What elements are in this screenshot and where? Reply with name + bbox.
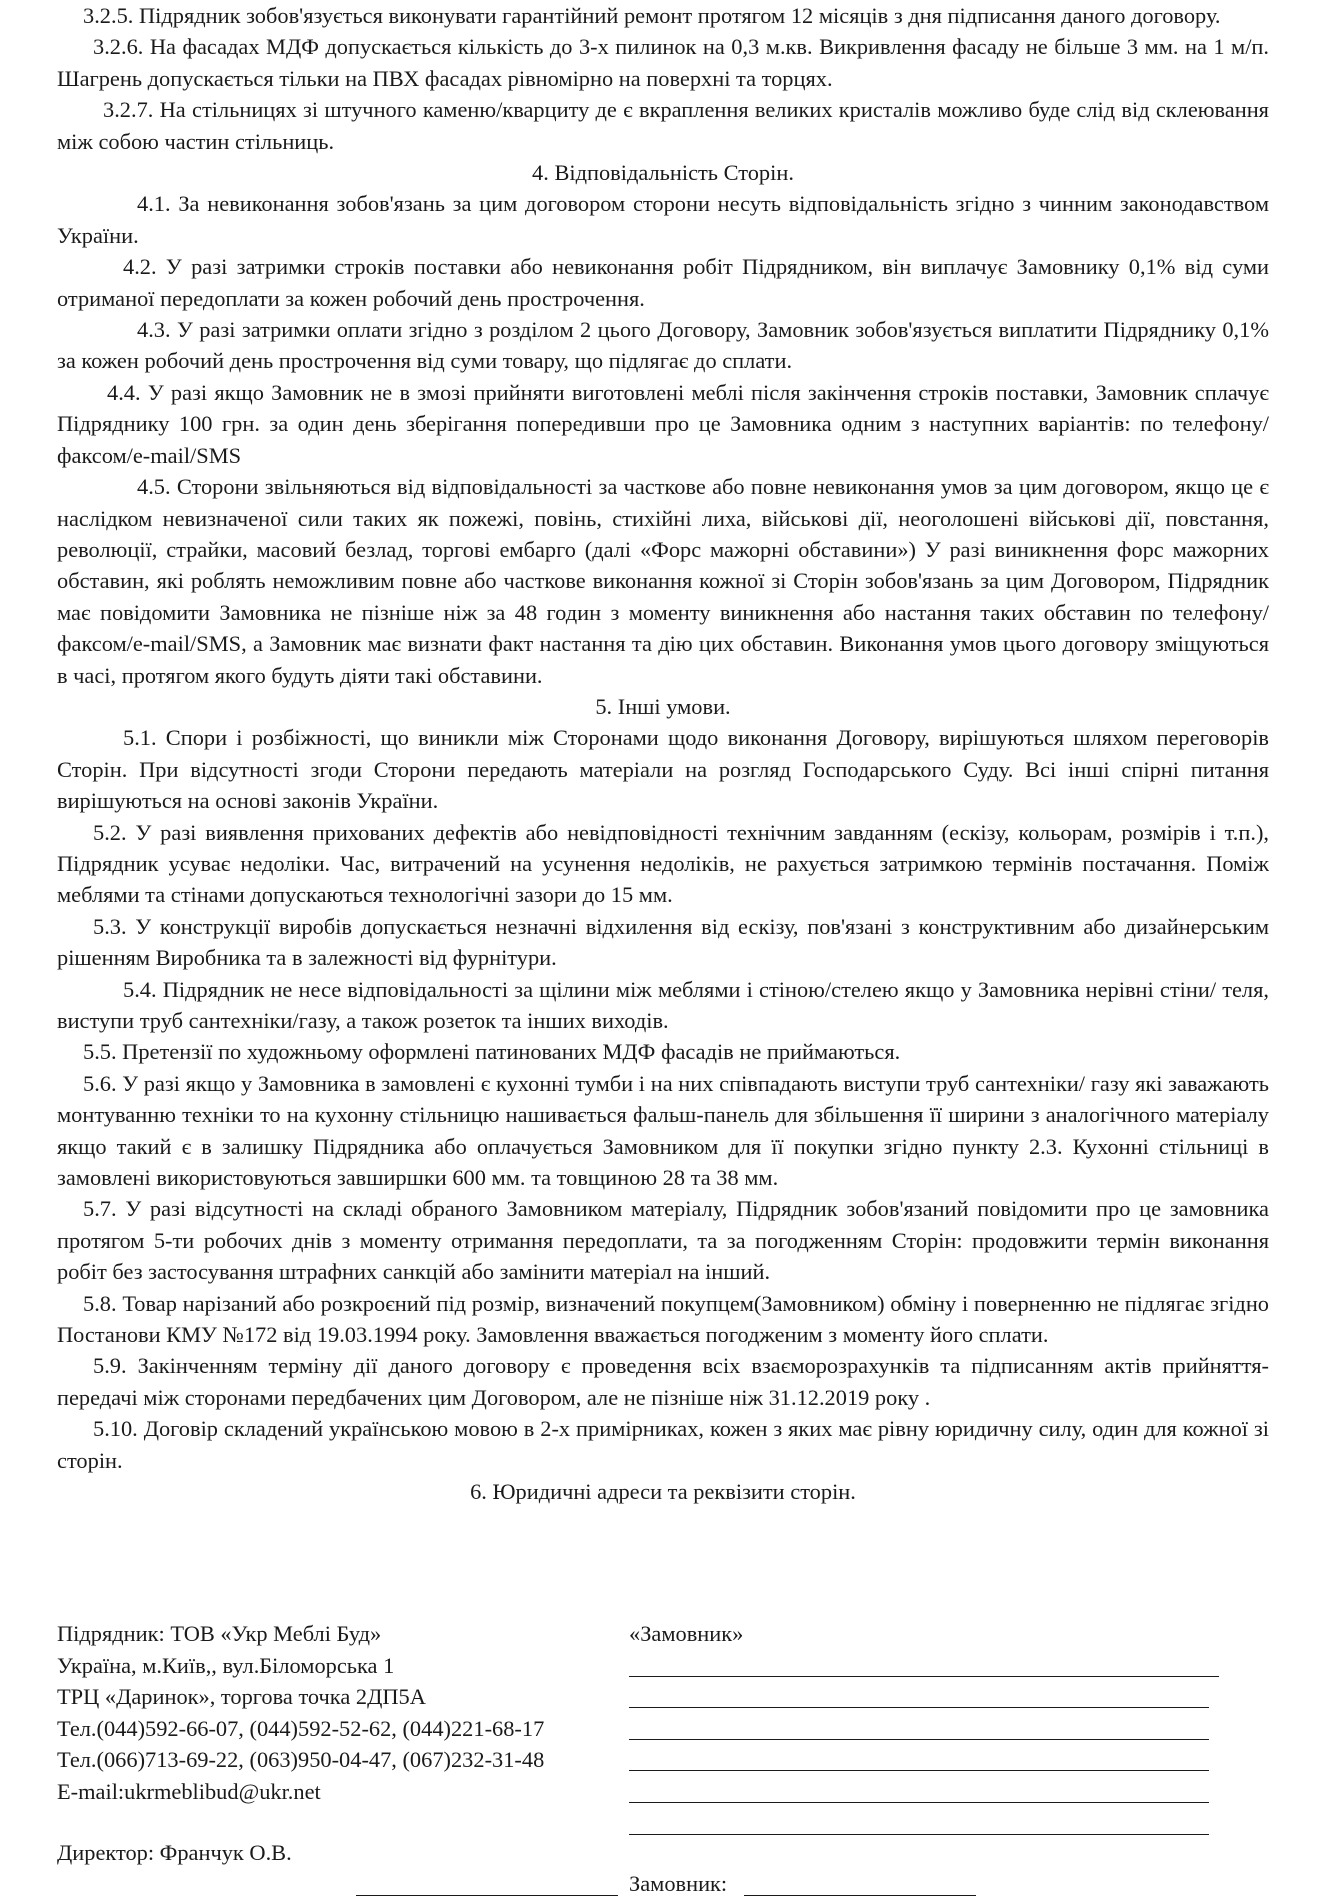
section-4-heading: 4. Відповідальність Сторін. (532, 160, 794, 186)
clause-5-1: 5.1. Спори і розбіжності, що виникли між Сторонами щодо виконання Договору, вирішуються шляхом переговорів Сторін. При відсутності згоди Сторони передають матеріали на розгляд Господарського Суду. Всі інші спірні питання вирішуються на основі законів України. (57, 725, 1269, 814)
requisites-row-3 (57, 1681, 1287, 1713)
customer-signature-line (744, 1895, 976, 1896)
customer-blank-line (629, 1802, 1209, 1803)
clause-5-5: 5.5. Претензії по художньому оформлені патинованих МДФ фасадів не приймаються. (83, 1039, 901, 1065)
requisites-block (57, 1618, 1287, 1839)
requisites-row-4 (57, 1713, 1287, 1745)
customer-blank-line (629, 1834, 1209, 1835)
section-5-heading: 5. Інші умови. (595, 693, 731, 719)
clause-3-2-6: 3.2.6. На фасадах МДФ допускається кількість до 3-х пилинок на 0,3 м.кв. Викривлення фасаду не більше 3 мм. на 1 м/п. Шагрень допускається тільки на ПВХ фасадах рівномірно на поверхні та торцях. (57, 34, 1269, 91)
clause-5-2: 5.2. У разі виявлення прихованих дефектів або невідповідності технічним завданням (ескізу, кольорам, розмірів і т.п.), Підрядник усуває недоліки. Час, витрачений на усунення недоліків, не рахується затримкою термінів постачання. Поміж меблями та стінами допускаються технологічні зазори до 15 мм. (57, 819, 1269, 908)
contractor-address: Україна, м.Київ,, вул.Біломорська 1 (57, 1652, 395, 1678)
contractor-name: Підрядник: ТОВ «Укр Меблі Буд» (57, 1621, 382, 1646)
contractor-phones-1: Тел.(044)592-66-07, (044)592-52-62, (044)221-68-17 (57, 1715, 545, 1741)
contractor-email: E-mail:ukrmeblibud@ukr.net (57, 1778, 321, 1804)
clause-4-4: 4.4. У разі якщо Замовник не в змозі прийняти виготовлені меблі після закінчення строків поставки, Замовник сплачує Підряднику 100 грн. за один день зберігання попередивши про це Замовника одним з наступних варіантів: по телефону/факсом/e-mail/SMS (57, 379, 1269, 468)
contractor-location: ТРЦ «Даринок», торгова точка 2ДП5А (57, 1684, 426, 1710)
requisites-row-1 (57, 1618, 1287, 1650)
clause-5-3: 5.3. У конструкції виробів допускається незначні відхилення від ескізу, пов'язані з конструктивним або дизайнерським рішенням Виробника та в залежності від фурнітури. (57, 913, 1269, 971)
clause-5-8: 5.8. Товар нарізаний або розкроєний під розмір, визначений покупцем(Замовником) обміну і поверненню не підлягає згідно Постанови КМУ №172 від 19.03.1994 року. Замовлення вважається погодженим з моменту його сплати. (57, 1290, 1269, 1348)
clause-3-2-7: 3.2.7. На стільницях зі штучного каменю/кварциту де є вкраплення великих кристалів можливо буде слід від склеювання між собою частин стільниць. (57, 97, 1269, 154)
clause-5-9: 5.9. Закінченням терміну дії даного договору є проведення всіх взаєморозрахунків та підписанням актів прийняття-передачі між сторонами передбачених цим Договором, але не пізніше ніж 31.12.2019 року . (57, 1353, 1269, 1410)
clause-4-3: 4.3. У разі затримки оплати згідно з розділом 2 цього Договору, Замовник зобов'язується виплатити Підряднику 0,1% за кожен робочий день прострочення від суми товару, що підлягає до сплати. (57, 317, 1269, 374)
director-signature-label: Директор: Франчук О.В. (57, 1840, 292, 1865)
clause-4-5: 4.5. Сторони звільняються від відповідальності за часткове або повне невиконання умов за цим договором, якщо це є наслідком невизначеної сили таких як пожежі, повінь, стихійні лиха, військові дії, неоголошені військові дії, повстання, революції, страйки, масовий безлад, торгові ембарго (далі «Форс мажорні обставини») У разі виникнення форс мажорних обставин, які роблять неможливим повне або часткове виконання кожної зі Сторін зобов'язань за цим Договором, Підрядник має повідомити Замовника не пізніше ніж за 48 годин з моменту виникнення або настання таких обставин по телефону/факсом/e-mail/SMS, а Замовник має визнати факт настання та дію цих обставин. Виконання умов цього договору зміщуються в часі, протягом якого будуть діяти такі обставини. (57, 474, 1269, 688)
clause-3-2-5: 3.2.5. Підрядник зобов'язується виконувати гарантійний ремонт протягом 12 місяців з дня підписання даного договору. (83, 3, 1221, 28)
requisites-row-2 (57, 1650, 1287, 1682)
clause-5-7: 5.7. У разі відсутності на складі обраного Замовником матеріалу, Підрядник зобов'язаний повідомити про це замовника протягом 5-ти робочих днів з моменту отримання передоплати, та за погодженням Сторін: продовжити термін виконання робіт без застосування штрафних санкцій або замінити матеріал на інший. (57, 1196, 1269, 1285)
contractor-phones-2: Тел.(066)713-69-22, (063)950-04-47, (067)232-31-48 (57, 1747, 545, 1773)
customer-signature-label: Замовник: (629, 1871, 728, 1896)
customer-blank-line (629, 1707, 1209, 1708)
customer-label: «Замовник» (629, 1621, 744, 1646)
clause-5-4: 5.4. Підрядник не несе відповідальності за щілини між меблями і стіною/стелею якщо у Замовника нерівні стіни/ теля, виступи труб сантехніки/газу, а також розеток та інших виходів. (57, 976, 1269, 1033)
customer-blank-line (629, 1739, 1209, 1740)
requisites-row-6 (57, 1776, 1287, 1808)
clause-4-2: 4.2. У разі затримки строків поставки або невиконання робіт Підрядником, він виплачує Замовнику 0,1% від суми отриманої передоплати за кожен робочий день прострочення. (57, 254, 1269, 311)
requisites-row-7 (57, 1808, 1287, 1840)
customer-blank-line (629, 1770, 1209, 1771)
clause-4-1: 4.1. За невиконання зобов'язань за цим договором сторони несуть відповідальність згідно з чинним законодавством України. (57, 191, 1269, 248)
requisites-row-5 (57, 1744, 1287, 1776)
section-6-heading: 6. Юридичні адреси та реквізити сторін. (470, 1479, 856, 1505)
contract-body (57, 0, 1269, 1508)
clause-5-6: 5.6. У разі якщо у Замовника в замовлені є кухонні тумби і на них співпадають виступи труб сантехніки/ газу які заважають монтуванню техніки то на кухонну стільницю нашивається фальш-панель для збільшення її ширини з аналогічного матеріалу якщо такий є в залишку Підрядника або оплачується Замовником для її покупки згідно пункту 2.3. Кухонні стільниці в замовлені використовуються завширшки 600 мм. та товщиною 28 та 38 мм. (57, 1070, 1269, 1191)
clause-5-10: 5.10. Договір складений українською мовою в 2-х примірниках, кожен з яких має рівну юридичну силу, один для кожної зі сторін. (57, 1416, 1269, 1473)
director-signature-line (356, 1895, 618, 1896)
customer-blank-line (629, 1676, 1219, 1677)
